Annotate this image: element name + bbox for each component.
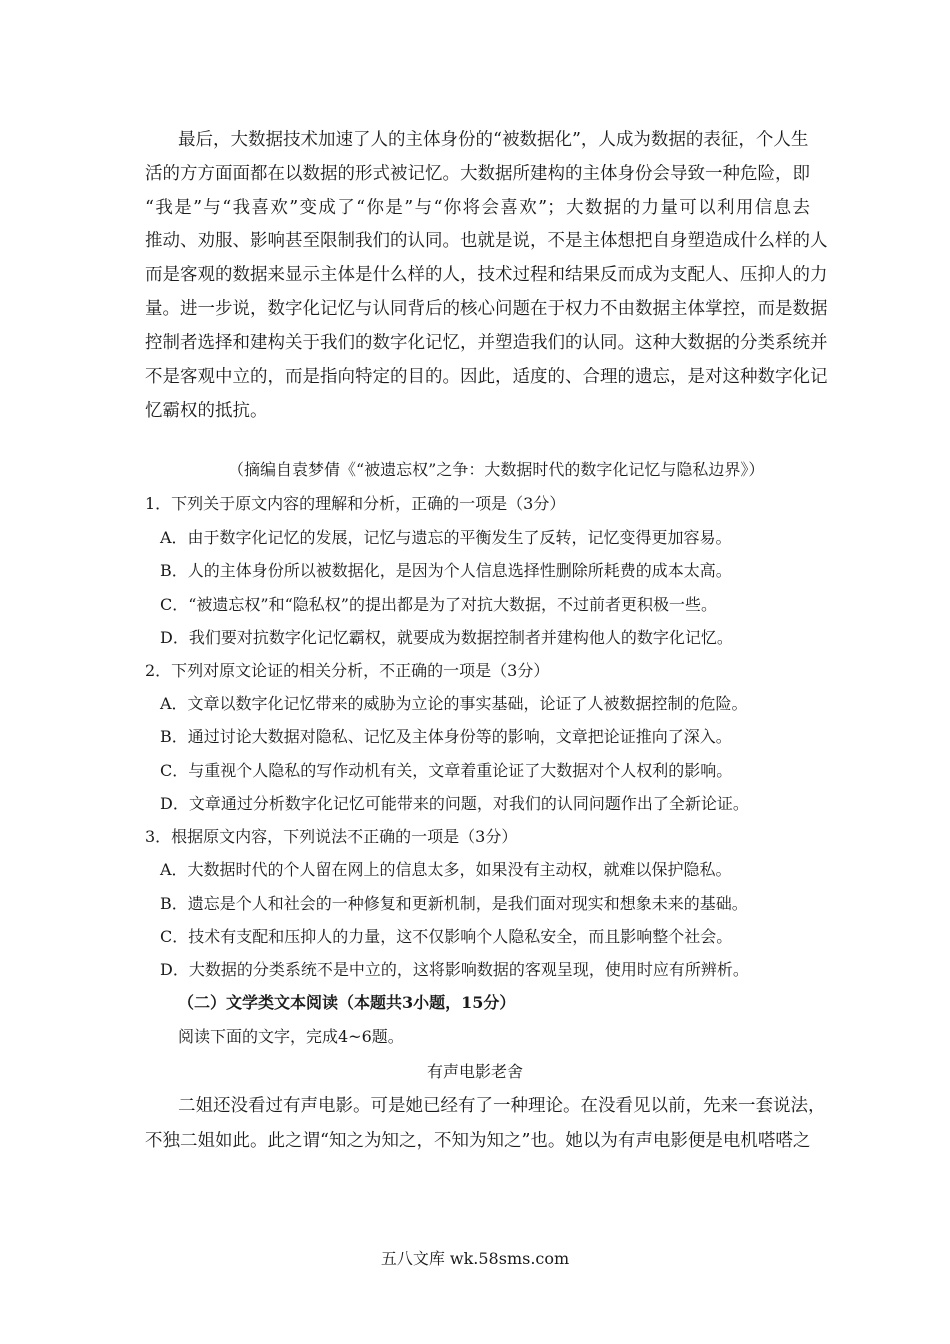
question-3-option-b: B．遗忘是个人和社会的一种修复和更新机制，是我们面对现实和想象未来的基础。 (160, 894, 748, 913)
question-3-stem: 3．根据原文内容，下列说法不正确的一项是（3分） (145, 827, 518, 846)
passage-line: 而是客观的数据来显示主体是什么样的人，技术过程和结果反而成为支配人、压抑人的力 (145, 265, 828, 285)
section-heading: （二）文学类文本阅读（本题共3小题，15分） (178, 993, 516, 1012)
reading-instruction: 阅读下面的文字，完成4~6题。 (178, 1027, 404, 1046)
passage-line: 控制者选择和建构关于我们的数字化记忆，并塑造我们的认同。这种大数据的分类系统并 (145, 333, 828, 353)
passage-line: 最后，大数据技术加速了人的主体身份的“被数据化”，人成为数据的表征，个人生 (178, 130, 809, 150)
question-3-option-c: C．技术有支配和压抑人的力量，这不仅影响个人隐私安全，而且影响整个社会。 (160, 927, 733, 946)
question-1-option-c: C．“被遗忘权”和“隐私权”的提出都是为了对抗大数据，不过前者更积极一些。 (160, 595, 717, 614)
question-1-option-d: D．我们要对抗数字化记忆霸权，就要成为数据控制者并建构他人的数字化记忆。 (160, 628, 733, 647)
question-1-option-a: A．由于数字化记忆的发展，记忆与遗忘的平衡发生了反转，记忆变得更加容易。 (160, 528, 732, 547)
question-2-option-c: C．与重视个人隐私的写作动机有关，文章着重论证了大数据对个人权利的影响。 (160, 761, 733, 780)
question-2-option-d: D．文章通过分析数字化记忆可能带来的问题，对我们的认同问题作出了全新论证。 (160, 794, 749, 813)
passage-line: 量。进一步说，数字化记忆与认同背后的核心问题在于权力不由数据主体掌控，而是数据 (145, 299, 828, 319)
passage-line: 忆霸权的抵抗。 (145, 401, 268, 421)
story-line: 二姐还没看过有声电影。可是她已经有了一种理论。在没看见以前，先来一套说法， (178, 1096, 826, 1116)
question-3-option-d: D．大数据的分类系统不是中立的，这将影响数据的客观呈现，使用时应有所辨析。 (160, 960, 749, 979)
footer-watermark: 五八文库 wk.58sms.com (380, 1249, 570, 1268)
question-3-option-a: A．大数据时代的个人留在网上的信息太多，如果没有主动权，就难以保护隐私。 (160, 860, 732, 879)
question-2-stem: 2．下列对原文论证的相关分析，不正确的一项是（3分） (145, 661, 550, 680)
question-2-option-a: A．文章以数字化记忆带来的威胁为立论的事实基础，论证了人被数据控制的危险。 (160, 694, 748, 713)
question-2-option-b: B．通过讨论大数据对隐私、记忆及主体身份等的影响，文章把论证推向了深入。 (160, 727, 732, 746)
passage-line: 推动、劝服、影响甚至限制我们的认同。也就是说，不是主体想把自身塑造成什么样的人 (145, 231, 828, 251)
question-1-option-b: B．人的主体身份所以被数据化，是因为个人信息选择性删除所耗费的成本太高。 (160, 561, 732, 580)
story-title: 有声电影老舍 (426, 1062, 523, 1081)
story-line: 不独二姐如此。此之谓“知之为知之，不知为知之”也。她以为有声电影便是电机嗒嗒之 (145, 1131, 811, 1151)
passage-line: 活的方方面面都在以数据的形式被记忆。大数据所建构的主体身份会导致一种危险，即 (145, 164, 810, 184)
passage-line: “我是”与“我喜欢”变成了“你是”与“你将会喜欢”；大数据的力量可以利用信息去 (145, 198, 810, 218)
passage-line: 不是客观中立的，而是指向特定的目的。因此，适度的、合理的遗忘，是对这种数字化记 (145, 367, 828, 387)
passage-source: （摘编自袁梦倩《“被遗忘权”之争：大数据时代的数字化记忆与隐私边界》） (228, 460, 765, 479)
question-1-stem: 1．下列关于原文内容的理解和分析，正确的一项是（3分） (145, 494, 566, 513)
